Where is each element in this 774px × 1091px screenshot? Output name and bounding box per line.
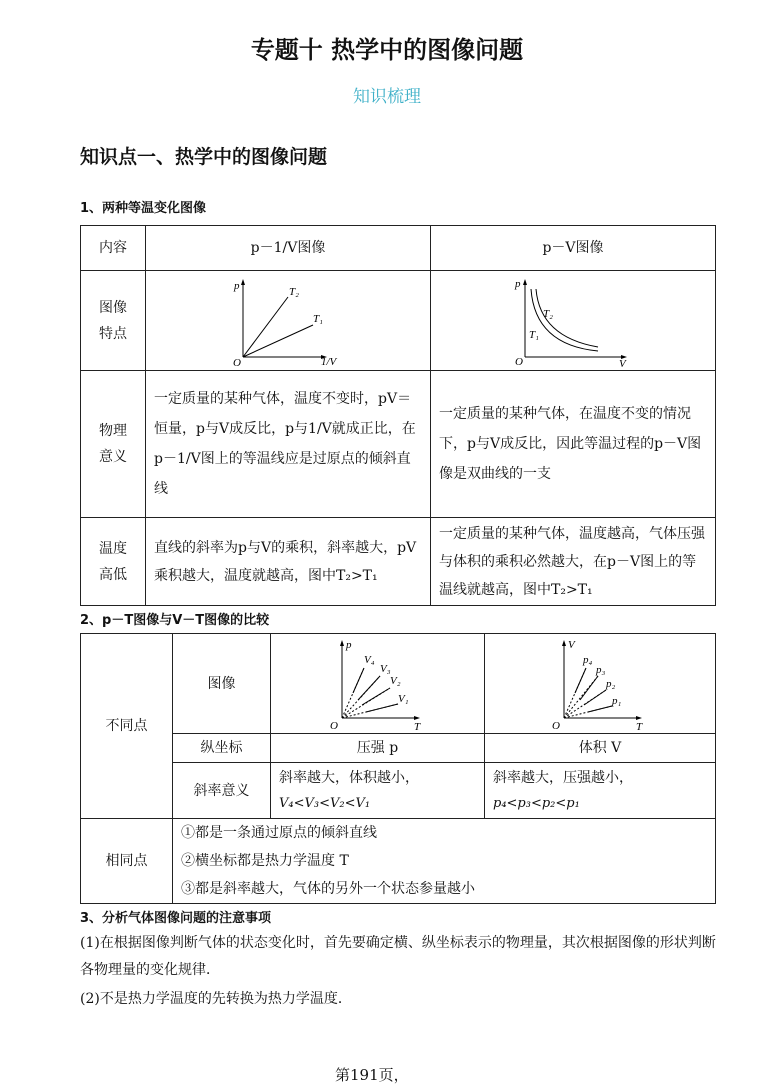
label-ordinate: 纵坐标	[172, 733, 271, 763]
graph-label: V₄	[363, 653, 375, 666]
page-footer: 第191页，	[335, 1066, 409, 1084]
s1-heading: 1、两种等温变化图像	[80, 201, 207, 216]
axis-x: 1/V	[321, 355, 337, 367]
header-p-v: p－V图像	[430, 225, 716, 271]
meaning-p-v: 一定质量的某种气体，在温度不变的情况下，p与V成反比，因此等温过程的p－V图像是双曲线的一支	[430, 370, 716, 518]
graph-label: p₂	[606, 677, 616, 690]
graph-p-t	[270, 633, 485, 734]
graph-label: V	[568, 638, 575, 651]
row-label-temp: 温度 高低	[80, 517, 146, 606]
subtitle: 知识梳理	[353, 87, 421, 107]
graph-label: V₂	[389, 674, 401, 687]
graph-label: O	[515, 355, 523, 367]
label-same: 相同点	[80, 818, 173, 904]
graph-label: p₄	[583, 653, 593, 666]
graph-label: p	[515, 277, 521, 290]
ordinate-v: 体积 V	[484, 733, 716, 763]
note-1: (1)在根据图像判断气体的状态变化时，首先要确定横、纵坐标表示的物理量，其次根据图像的形状判断各物理量的变化规律．	[80, 935, 716, 978]
graph-label: V	[619, 357, 626, 367]
ordinate-p: 压强 p	[270, 733, 485, 763]
label-t2: T₂	[289, 285, 299, 298]
page-title: 专题十 热学中的图像问题	[250, 36, 524, 64]
label-diff: 不同点	[80, 633, 173, 819]
label-t1: T₁	[529, 328, 539, 341]
temp-p-1v: 直线的斜率为p与V的乘积，斜率越大，pV乘积越大，温度就越高，图中T₂>T₁	[145, 517, 431, 606]
same-item: ③都是斜率越大，气体的另外一个状态参量越小	[181, 881, 475, 897]
row-label-meaning: 物理 意义	[80, 370, 146, 518]
slope-vt-text: 斜率越大，压强越小，	[493, 769, 633, 786]
graph-p-v	[430, 270, 716, 371]
graph-v-t	[484, 633, 716, 734]
s3-heading: 3、分析气体图像问题的注意事项	[80, 911, 272, 926]
graph-label: p₃	[596, 663, 606, 676]
axis-p: p	[234, 279, 240, 292]
header-content: 内容	[80, 225, 146, 271]
section-heading: 知识点一、热学中的图像问题	[80, 146, 328, 168]
graph-label: T	[636, 720, 643, 730]
row-label-image: 图像 特点	[80, 270, 146, 371]
graph-label: p₁	[612, 694, 622, 707]
s2-heading: 2、p－T图像与V－T图像的比较	[80, 613, 270, 628]
same-item: ①都是一条通过原点的倾斜直线	[181, 825, 377, 841]
graph-p-1v	[145, 270, 431, 371]
graph-label: V₁	[397, 692, 409, 705]
temp-p-v: 一定质量的某种气体，温度越高，气体压强与体积的乘积必然越大，在p－V图上的等温线就越高，图中T₂>T₁	[430, 517, 716, 606]
label-t1: T₁	[313, 312, 323, 325]
label-t2: T₂	[543, 307, 553, 320]
origin: O	[233, 356, 241, 367]
meaning-p-1v: 一定质量的某种气体，温度不变时，pV＝恒量，p与V成反比，p与1/V就成正比，在p－1/V图上的等温线应是过原点的倾斜直线	[145, 370, 431, 518]
header-p-1v: p－1/V图像	[145, 225, 431, 271]
graph-label: V₃	[379, 662, 391, 675]
graph-label: O	[329, 719, 338, 730]
graph-label: T	[413, 720, 420, 730]
label-image: 图像	[172, 633, 271, 734]
label-slope: 斜率意义	[172, 762, 271, 819]
slope-pt-order: V₄<V₃<V₂<V₁	[279, 795, 371, 811]
note-2: (2)不是热力学温度的先转换为热力学温度．	[80, 991, 352, 1007]
slope-pt-text: 斜率越大，体积越小，	[279, 769, 419, 786]
slope-vt-order: p₄<p₃<p₂<p₁	[493, 795, 580, 811]
graph-label: p	[345, 638, 351, 651]
same-item: ②横坐标都是热力学温度 T	[181, 853, 349, 869]
graph-label: O	[552, 719, 560, 730]
